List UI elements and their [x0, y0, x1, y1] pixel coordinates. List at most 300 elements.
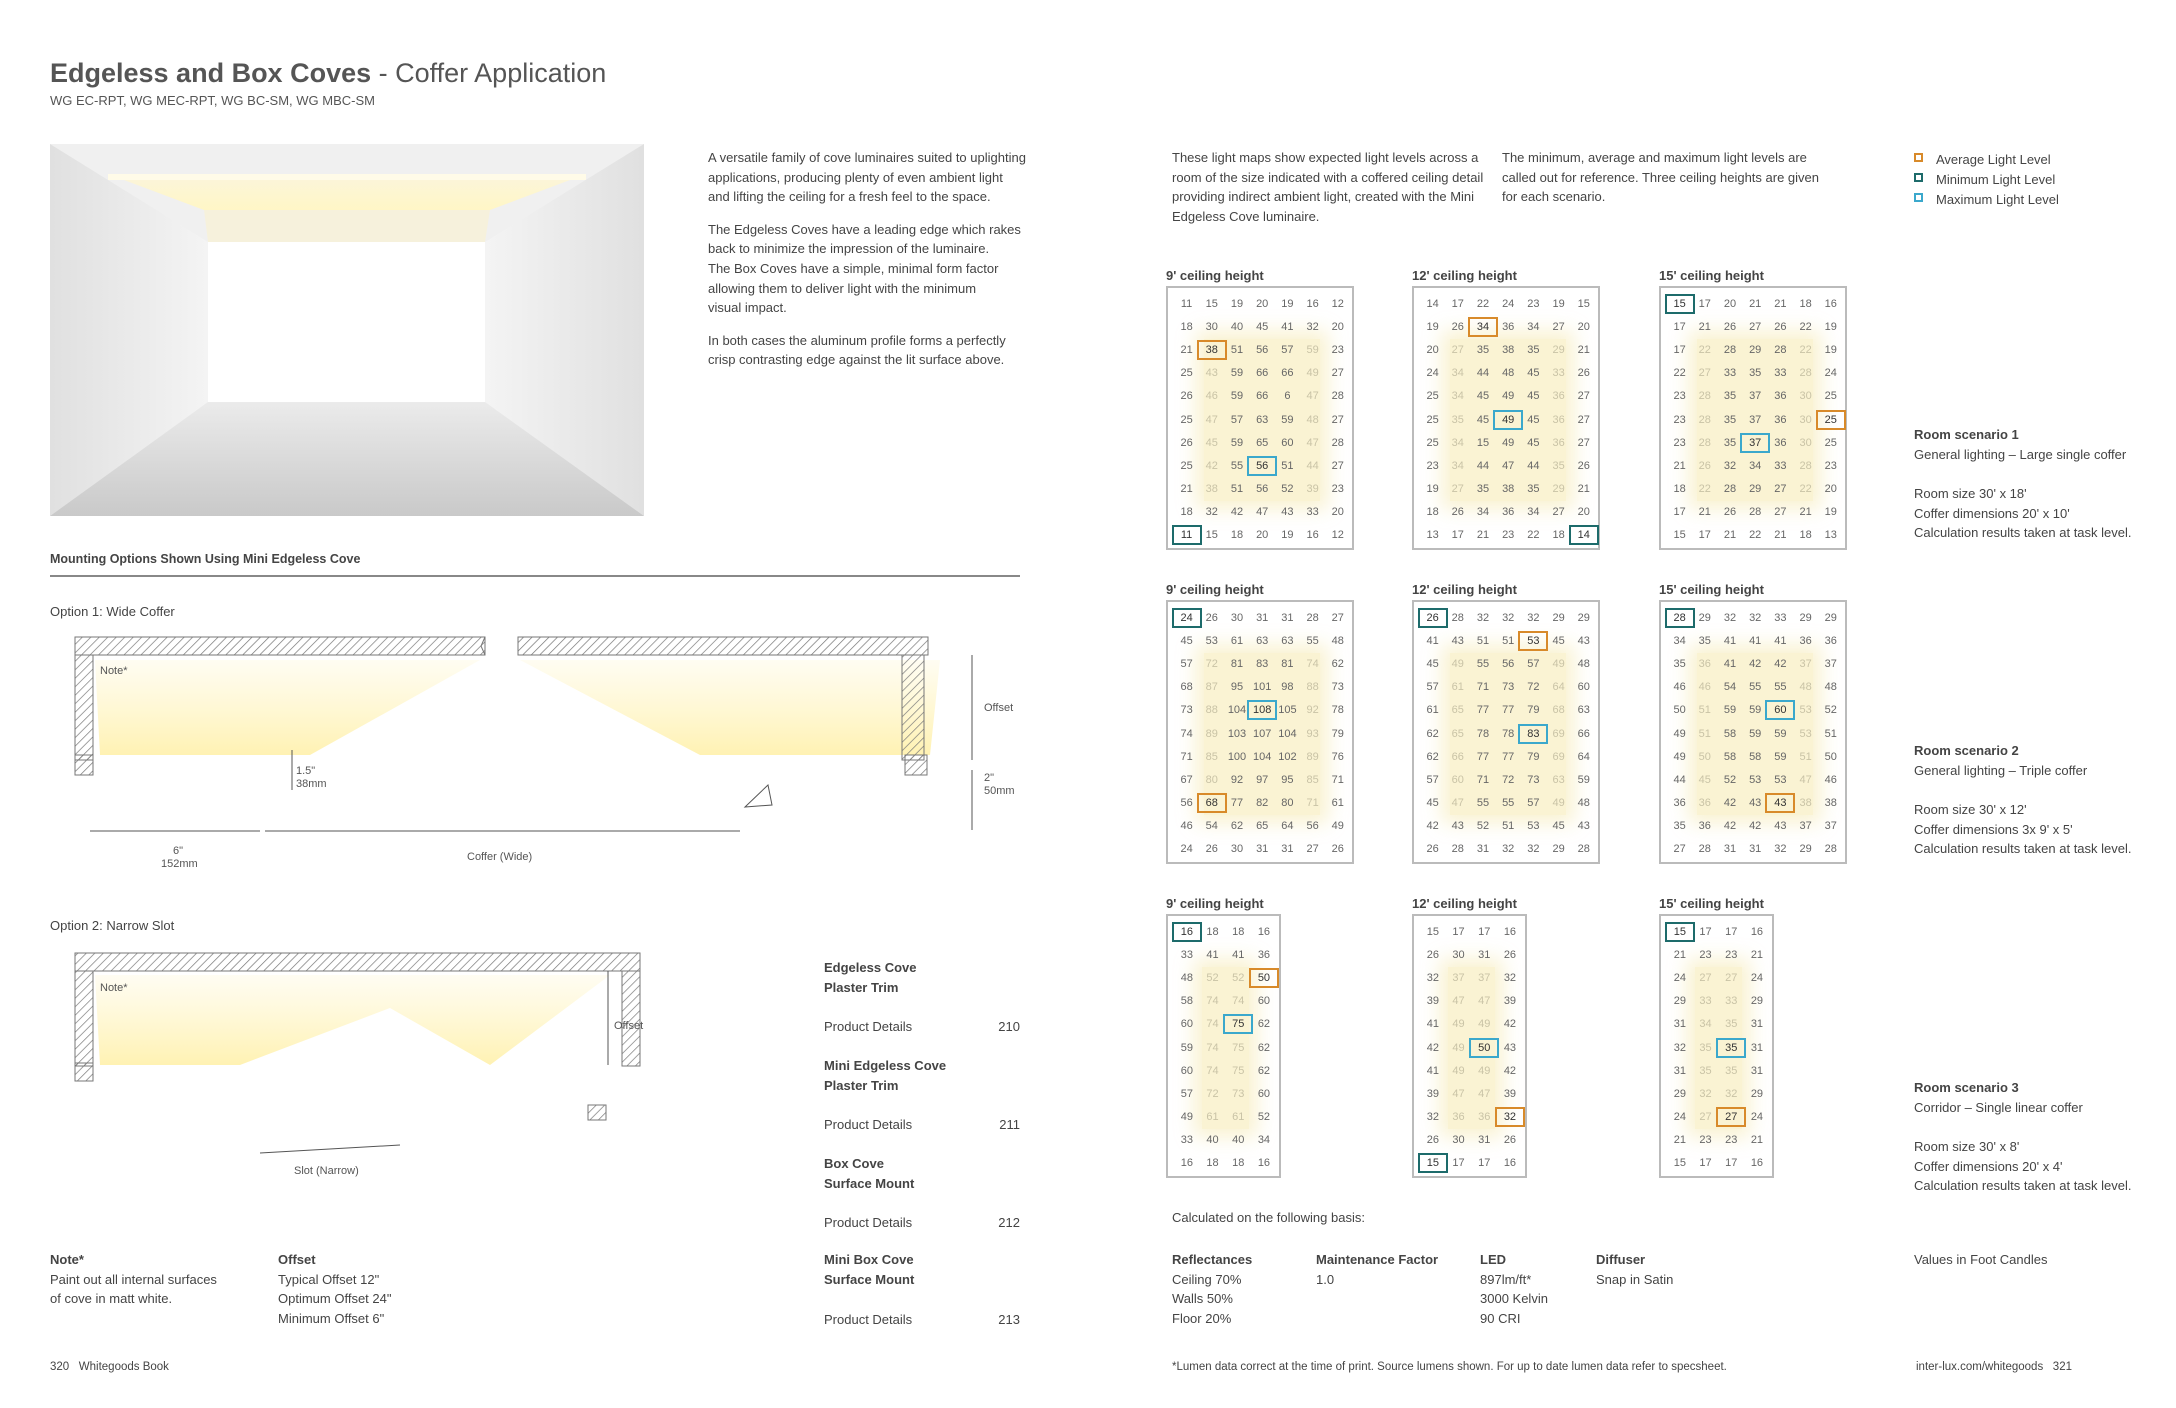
light-level-value: 38	[1205, 482, 1218, 495]
light-level-value: 30	[1799, 413, 1812, 426]
light-level-value: 17	[1673, 344, 1686, 357]
light-level-value: 24	[1750, 1110, 1764, 1123]
light-level-value: 45	[1426, 796, 1439, 809]
light-level-value: 27	[1577, 413, 1590, 426]
narrow-slot-diagram	[60, 945, 680, 1165]
light-level-value: 66	[1451, 750, 1464, 763]
light-level-value: 17	[1451, 298, 1464, 310]
light-level-value: 25	[1426, 413, 1439, 426]
light-level-value: 57	[1180, 658, 1193, 671]
light-level-value: 44	[1527, 459, 1540, 472]
light-level-value: 17	[1452, 926, 1465, 938]
min-swatch-icon	[1914, 173, 1923, 182]
light-level-value: 27	[1577, 436, 1590, 449]
light-level-value: 15	[1205, 529, 1218, 541]
light-level-value: 6	[1284, 390, 1291, 403]
light-level-value: 39	[1503, 1087, 1517, 1100]
light-level-value: 25	[1824, 436, 1837, 449]
product-details-link[interactable]	[824, 1213, 1020, 1233]
light-level-value: 27	[1331, 367, 1344, 380]
light-level-value: 71	[1476, 681, 1490, 694]
title-bold: Edgeless and Box Coves	[50, 58, 372, 88]
light-level-value: 15	[1577, 298, 1590, 310]
light-level-value: 73	[1180, 704, 1193, 717]
product-page-number: 213	[998, 1312, 1020, 1327]
light-level-value: 56	[1250, 459, 1274, 473]
light-level-value: 104	[1227, 704, 1247, 717]
light-level-value: 42	[1503, 1064, 1517, 1077]
option1-label: Option 1: Wide Coffer	[50, 604, 175, 619]
light-level-value: 35	[1723, 390, 1737, 403]
light-level-value: 21	[1180, 482, 1193, 495]
scenario-coffer: Coffer dimensions 20' x 4'	[1914, 1158, 2063, 1174]
light-level-value: 23	[1527, 298, 1540, 310]
light-level-value: 47	[1205, 413, 1218, 426]
light-level-value: 47	[1452, 995, 1465, 1008]
light-level-value: 38	[1502, 482, 1515, 495]
light-level-value: 16	[1306, 529, 1319, 541]
light-level-value: 36	[1799, 635, 1812, 648]
page-subtitle: WG EC-RPT, WG MEC-RPT, WG BC-SM, WG MBC-SM	[50, 93, 375, 108]
light-level-value: 21	[1799, 505, 1812, 518]
light-level-value: 19	[1824, 344, 1837, 357]
light-level-value: 46	[1205, 390, 1218, 403]
scenario-coffer: Coffer dimensions 3x 9' x 5'	[1914, 821, 2073, 837]
intro-line: The minimum, average and maximum light levels are	[1502, 150, 1807, 165]
light-level-value: 108	[1250, 703, 1274, 717]
light-level-value: 78	[1502, 727, 1515, 740]
basis-heading: Reflectances	[1172, 1252, 1253, 1267]
light-level-value: 28	[1799, 367, 1812, 380]
light-level-value: 20	[1723, 298, 1737, 310]
light-level-value: 31	[1750, 1018, 1764, 1031]
light-level-value: 23	[1426, 459, 1439, 472]
light-level-value: 102	[1278, 750, 1297, 763]
light-level-value: 66	[1256, 367, 1269, 380]
scenario-calc: Calculation results taken at task level.	[1914, 841, 2132, 857]
light-level-value: 77	[1476, 704, 1490, 717]
intro-line: called out for reference. Three ceiling heights are given	[1502, 169, 1820, 185]
basis-line: Ceiling 70%	[1172, 1271, 1242, 1287]
light-map-grid	[1659, 914, 1774, 1178]
light-level-value: 33	[1699, 995, 1712, 1008]
light-level-value: 29	[1552, 843, 1565, 855]
light-level-value: 40	[1206, 1133, 1219, 1146]
light-level-value: 31	[1256, 843, 1269, 855]
light-level-value: 35	[1725, 1064, 1738, 1077]
light-level-value: 62	[1230, 819, 1244, 832]
light-level-value: 59	[1180, 1041, 1193, 1054]
light-level-value: 32	[1205, 505, 1218, 518]
light-level-value: 16	[1503, 1157, 1517, 1169]
intro-line: These light maps show expected light levels across a	[1172, 150, 1479, 165]
light-level-value: 60	[1257, 995, 1271, 1008]
light-level-value: 39	[1426, 1087, 1439, 1100]
light-level-value: 33	[1774, 367, 1787, 380]
light-level-value: 52	[1257, 1110, 1271, 1123]
light-level-value: 42	[1723, 796, 1737, 809]
light-level-value: 35	[1723, 436, 1737, 449]
light-level-value: 19	[1824, 321, 1837, 334]
basis-led	[1480, 1250, 1548, 1328]
light-level-value: 35	[1749, 367, 1762, 380]
light-level-value: 35	[1527, 482, 1540, 495]
light-level-value: 31	[1750, 1064, 1764, 1077]
light-level-value: 49	[1552, 796, 1565, 809]
page-title	[50, 58, 606, 89]
light-level-value: 27	[1774, 505, 1787, 518]
light-level-value: 44	[1673, 773, 1686, 786]
light-level-value: 68	[1180, 681, 1193, 694]
light-level-value: 42	[1426, 819, 1439, 832]
basis-line: 1.0	[1316, 1271, 1335, 1287]
light-level-value: 29	[1673, 995, 1686, 1008]
light-level-value: 16	[1180, 1157, 1193, 1169]
product-page-number: 210	[998, 1019, 1020, 1034]
light-level-value: 38	[1200, 343, 1224, 357]
light-level-value: 26	[1205, 612, 1218, 624]
light-level-value: 98	[1281, 681, 1294, 694]
light-level-value: 17	[1699, 1157, 1712, 1169]
light-level-value: 81	[1230, 658, 1244, 671]
light-level-value: 42	[1230, 505, 1244, 518]
light-level-value: 35	[1451, 413, 1464, 426]
light-level-value: 55	[1476, 658, 1490, 671]
light-level-value: 17	[1698, 529, 1711, 541]
light-level-value: 32	[1426, 1110, 1439, 1123]
scenario-room-size: Room size 30' x 18'	[1914, 486, 2027, 502]
product-details-link[interactable]	[824, 1310, 1020, 1330]
light-level-value: 34	[1476, 505, 1490, 518]
light-level-value: 32	[1527, 843, 1540, 855]
intro-line: The Box Coves have a simple, minimal form factor	[708, 260, 999, 276]
light-level-value: 53	[1749, 773, 1762, 786]
light-level-value: 56	[1180, 796, 1193, 809]
light-level-value: 14	[1572, 528, 1596, 542]
light-level-value: 60	[1180, 1018, 1193, 1031]
light-level-value: 27	[1451, 344, 1464, 357]
product-name-line: Box Cove	[824, 1156, 884, 1171]
light-level-value: 26	[1426, 1133, 1439, 1146]
light-level-value: 61	[1451, 681, 1464, 694]
light-level-value: 48	[1577, 658, 1590, 671]
basis-line: 3000 Kelvin	[1480, 1291, 1548, 1307]
light-level-value: 28	[1698, 413, 1711, 426]
light-level-value: 23	[1331, 482, 1344, 495]
light-level-value: 38	[1502, 344, 1515, 357]
light-level-value: 24	[1673, 1110, 1686, 1123]
light-level-value: 22	[1799, 482, 1812, 495]
light-level-value: 21	[1698, 505, 1711, 518]
light-level-value: 32	[1527, 612, 1540, 624]
light-level-value: 32	[1498, 1110, 1522, 1124]
light-level-value: 29	[1698, 612, 1711, 624]
light-level-value: 26	[1503, 1133, 1517, 1146]
product-details-label: Product Details	[824, 1312, 913, 1327]
product-name	[824, 1154, 914, 1193]
light-level-value: 32	[1502, 612, 1515, 624]
light-level-value: 21	[1673, 1133, 1686, 1146]
light-level-value: 27	[1331, 612, 1344, 624]
basis-line: Snap in Satin	[1596, 1271, 1674, 1287]
light-level-value: 51	[1281, 459, 1294, 472]
light-level-value: 21	[1698, 321, 1711, 334]
light-level-value: 37	[1478, 972, 1491, 985]
light-level-value: 73	[1232, 1087, 1245, 1100]
light-level-value: 36	[1257, 949, 1271, 962]
light-level-value: 23	[1824, 459, 1837, 472]
map-title: 9' ceiling height	[1166, 582, 1264, 597]
legend-avg-label: Average Light Level	[1936, 152, 2051, 167]
light-level-value: 64	[1552, 681, 1565, 694]
light-level-value: 32	[1502, 843, 1515, 855]
units-note: Values in Foot Candles	[1914, 1252, 2048, 1267]
light-level-value: 79	[1527, 750, 1540, 763]
light-level-value: 60	[1257, 1087, 1271, 1100]
coffer-room-illustration	[50, 144, 644, 516]
intro-line: for each scenario.	[1502, 189, 1606, 205]
light-level-value: 71	[1476, 773, 1490, 786]
light-level-value: 41	[1206, 949, 1219, 962]
light-level-value: 27	[1331, 459, 1344, 472]
light-level-value: 24	[1502, 298, 1515, 310]
light-level-value: 47	[1451, 796, 1464, 809]
light-level-value: 52	[1206, 972, 1219, 985]
light-level-value: 21	[1774, 529, 1787, 541]
light-level-value: 69	[1552, 750, 1565, 763]
light-map-grid	[1659, 600, 1847, 864]
light-level-value: 36	[1552, 413, 1565, 426]
light-level-value: 34	[1527, 321, 1540, 334]
light-level-value: 52	[1723, 773, 1737, 786]
light-level-value: 19	[1281, 298, 1294, 310]
light-level-value: 48	[1331, 635, 1344, 648]
scenario-desc: General lighting – Large single coffer	[1914, 446, 2127, 462]
light-level-value: 17	[1725, 1157, 1738, 1169]
light-level-value: 30	[1205, 321, 1218, 334]
light-level-value: 57	[1230, 413, 1244, 426]
light-level-value: 65	[1256, 819, 1269, 832]
scenario-title: Room scenario 1	[1914, 427, 2019, 442]
light-level-value: 63	[1577, 704, 1590, 717]
product-details-link[interactable]	[824, 1017, 1020, 1037]
light-level-value: 15	[1421, 1156, 1445, 1170]
light-level-value: 53	[1774, 773, 1787, 786]
light-level-value: 23	[1673, 390, 1686, 403]
product-details-link[interactable]	[824, 1115, 1020, 1135]
light-level-value: 25	[1819, 413, 1843, 427]
light-level-value: 55	[1749, 681, 1762, 694]
light-level-value: 45	[1426, 658, 1439, 671]
light-level-value: 78	[1331, 704, 1344, 717]
light-level-value: 58	[1180, 995, 1193, 1008]
light-level-value: 20	[1577, 321, 1590, 334]
map-title: 12' ceiling height	[1412, 896, 1517, 911]
light-level-value: 30	[1799, 390, 1812, 403]
light-level-value: 50	[1252, 971, 1276, 985]
light-level-value: 20	[1331, 321, 1344, 334]
light-level-value: 63	[1256, 635, 1269, 648]
scenario-coffer: Coffer dimensions 20' x 10'	[1914, 505, 2070, 521]
light-level-value: 76	[1331, 750, 1344, 763]
intro-line: visual impact.	[708, 300, 787, 316]
light-level-value: 22	[1698, 482, 1711, 495]
light-level-value: 59	[1306, 344, 1319, 357]
light-level-value: 72	[1527, 681, 1540, 694]
light-level-value: 27	[1774, 482, 1787, 495]
light-level-value: 74	[1206, 1018, 1219, 1031]
light-level-value: 57	[1180, 1087, 1193, 1100]
light-level-value: 30	[1230, 612, 1244, 624]
light-level-value: 58	[1749, 750, 1762, 763]
light-level-value: 56	[1502, 658, 1515, 671]
light-level-value: 83	[1256, 658, 1269, 671]
light-level-value: 51	[1698, 704, 1711, 717]
light-level-value: 40	[1230, 321, 1244, 334]
light-level-value: 32	[1725, 1087, 1738, 1100]
light-level-value: 18	[1206, 926, 1219, 938]
light-map-grid	[1412, 914, 1527, 1178]
light-level-value: 29	[1552, 344, 1565, 357]
light-level-value: 36	[1478, 1110, 1491, 1123]
light-level-value: 42	[1503, 1018, 1517, 1031]
light-level-value: 34	[1699, 1018, 1712, 1031]
light-level-value: 74	[1206, 995, 1219, 1008]
intro-line: Edgeless Cove luminaire.	[1172, 208, 1320, 224]
light-level-value: 16	[1503, 926, 1517, 938]
light-level-value: 17	[1451, 529, 1464, 541]
light-level-value: 62	[1426, 727, 1439, 740]
light-level-value: 26	[1426, 843, 1439, 855]
light-level-value: 36	[1774, 390, 1787, 403]
light-level-value: 59	[1774, 750, 1787, 763]
note-star-label: Note*	[100, 665, 128, 677]
light-level-value: 49	[1478, 1018, 1491, 1031]
light-level-value: 18	[1799, 529, 1812, 541]
scenario-calc: Calculation results taken at task level.	[1914, 525, 2132, 541]
intro-line: back to minimize the impression of the luminaire.	[708, 241, 990, 257]
light-level-value: 45	[1256, 321, 1269, 334]
intro-text	[708, 148, 1026, 370]
light-level-value: 26	[1723, 505, 1737, 518]
light-level-value: 92	[1230, 773, 1244, 786]
light-level-value: 55	[1306, 635, 1319, 648]
light-level-value: 43	[1577, 819, 1590, 832]
light-level-value: 21	[1476, 529, 1490, 541]
light-level-value: 51	[1698, 727, 1711, 740]
light-level-value: 25	[1824, 390, 1837, 403]
light-level-value: 35	[1673, 819, 1686, 832]
product-name	[824, 1250, 914, 1289]
dim-1-5-in: 1.5"	[296, 765, 316, 777]
light-level-value: 18	[1552, 529, 1565, 541]
light-level-value: 49	[1452, 1018, 1465, 1031]
light-level-value: 78	[1476, 727, 1490, 740]
map-title: 9' ceiling height	[1166, 896, 1264, 911]
light-level-value: 53	[1799, 704, 1812, 717]
light-level-value: 49	[1331, 819, 1344, 832]
light-level-value: 45	[1698, 773, 1711, 786]
light-level-value: 26	[1577, 367, 1590, 380]
light-level-value: 12	[1331, 298, 1344, 310]
light-level-value: 28	[1331, 390, 1344, 403]
light-level-value: 20	[1824, 482, 1837, 495]
light-level-value: 15	[1205, 298, 1218, 310]
light-level-value: 73	[1527, 773, 1540, 786]
light-level-value: 18	[1426, 505, 1439, 518]
light-level-value: 21	[1750, 949, 1764, 962]
light-level-value: 59	[1577, 773, 1590, 786]
light-level-value: 29	[1552, 482, 1565, 495]
light-level-value: 32	[1306, 321, 1319, 334]
light-level-value: 27	[1725, 972, 1738, 985]
light-level-value: 59	[1230, 436, 1244, 449]
light-level-value: 69	[1552, 727, 1565, 740]
note-line: Paint out all internal surfaces	[50, 1271, 217, 1287]
mounting-heading: Mounting Options Shown Using Mini Edgeless Cove	[50, 552, 361, 566]
light-level-value: 47	[1478, 1087, 1491, 1100]
product-name-line: Mini Box Cove	[824, 1252, 914, 1267]
light-level-value: 22	[1527, 529, 1540, 541]
light-level-value: 45	[1552, 819, 1565, 832]
product-details-label: Product Details	[824, 1215, 913, 1230]
light-level-value: 26	[1723, 321, 1737, 334]
light-level-value: 51	[1502, 819, 1515, 832]
light-level-value: 45	[1552, 635, 1565, 648]
light-level-value: 38	[1824, 796, 1837, 809]
light-level-value: 27	[1749, 321, 1762, 334]
light-level-value: 56	[1306, 819, 1319, 832]
lightmap-intro-col1	[1172, 148, 1483, 226]
light-level-value: 45	[1527, 367, 1540, 380]
light-level-value: 92	[1306, 704, 1319, 717]
light-level-value: 16	[1257, 926, 1271, 938]
light-level-value: 36	[1552, 390, 1565, 403]
light-level-value: 17	[1725, 926, 1738, 938]
light-level-value: 46	[1180, 819, 1193, 832]
light-level-value: 107	[1253, 727, 1272, 740]
light-level-value: 43	[1768, 796, 1792, 810]
light-level-value: 26	[1180, 436, 1193, 449]
light-level-value: 18	[1673, 482, 1686, 495]
light-level-value: 37	[1749, 413, 1762, 426]
light-level-value: 88	[1205, 704, 1218, 717]
light-map-grid	[1166, 286, 1354, 550]
light-level-value: 46	[1824, 773, 1837, 786]
scenario-3	[1914, 1078, 2132, 1196]
dim-2-in: 2"	[984, 772, 995, 784]
light-level-value: 22	[1673, 367, 1686, 380]
intro-line: crisp contrasting edge against the lit surface above.	[708, 352, 1005, 368]
light-level-value: 61	[1331, 796, 1344, 809]
light-level-value: 28	[1799, 459, 1812, 472]
light-level-value: 49	[1673, 750, 1686, 763]
light-level-value: 58	[1723, 727, 1737, 740]
light-level-value: 49	[1452, 1041, 1465, 1054]
light-level-value: 48	[1577, 796, 1590, 809]
light-level-value: 42	[1774, 658, 1787, 671]
light-level-value: 26	[1451, 505, 1464, 518]
light-level-value: 35	[1723, 413, 1737, 426]
dim-152mm: 152mm	[161, 858, 198, 870]
light-level-value: 49	[1502, 436, 1515, 449]
light-level-value: 12	[1331, 529, 1344, 541]
light-level-value: 35	[1719, 1041, 1743, 1055]
footer-url[interactable]: inter-lux.com/whitegoods	[1916, 1361, 2044, 1373]
light-level-value: 31	[1750, 1041, 1764, 1054]
light-level-value: 18	[1230, 529, 1244, 541]
light-level-value: 24	[1426, 367, 1439, 380]
